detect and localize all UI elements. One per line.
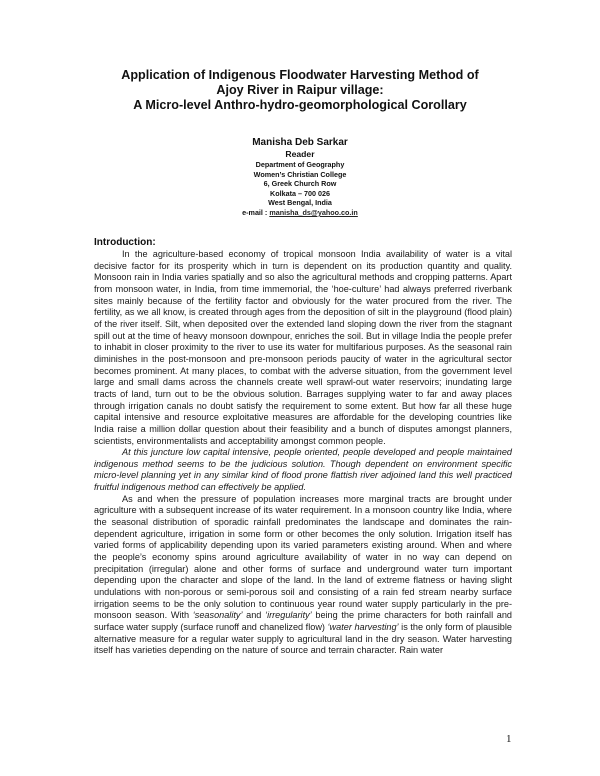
title-line-3: A Micro-level Anthro-hydro-geomorphological Corollary — [133, 98, 467, 112]
paragraph-3-text-a: As and when the pressure of population increases more marginal tracts are brought under agriculture with a subsequent increase of its water requirement. In a monsoon country like India, where the seasonal distribution of sporadic rainfall predominates the landscape and dominates the rain-dependent agriculture, irrigation in some form or other becomes the only solution. Irrigation itself has varied forms of applicability depending upon its varied parameters existing around. When and where the people’s economy spins around agriculture availability of water in no way can depend on precipitation (irregular) alone and other forms of surface and underground water turn important depending upon the character and slope of the land. In the land of extreme flatness or having slight undulations with non-porous or semi-porous soil and consisting of a rain fed stream nearby surface irrigation seems to be the only solution to continuous year round water supply particularly in the pre-monsoon season. With — [94, 493, 512, 621]
author-college: Women’s Christian College — [253, 169, 347, 179]
body-text — [94, 249, 512, 657]
author-street: 6, Greek Church Row — [263, 179, 337, 189]
paper-title — [60, 68, 540, 113]
paragraph-3 — [94, 494, 512, 657]
author-state: West Bengal, India — [268, 198, 332, 208]
author-name: Manisha Deb Sarkar — [252, 137, 348, 148]
author-role: Reader — [285, 149, 315, 159]
paragraph-3-text-d: is the only form of plausible alternative measure for a regular water supply to agricultural land in the dry season. Water harvesting itself has varieties depending on the nature of source and terrain character. Rain water — [94, 622, 512, 656]
term-water-harvesting: ‘water harvesting’ — [327, 622, 399, 632]
section-heading: Introduction: — [94, 237, 156, 248]
term-seasonality: ‘seasonality’ — [192, 610, 243, 621]
paragraph-1: In the agriculture-based economy of tropical monsoon India availability of water is a vital decisive factor for its prosperity which in turn is dependent on its production quantity and quality. Monsoon rain in India varies spatially and so also the agricultural methods and cropping patterns. Apart from monsoon water, in India, from time immemorial, the ‘hoe-culture’ had always preferred riverbank sites mainly because of the fertility factor and obviously for the water procured from the river. The fertility, as we all know, is created through ages from the deposition of silt in the playground (flood plain) of the river itself. Silt, when deposited over the extended land sloping down the river from the stagnant spill out at the time of heavy monsoon downpour, enriches the soil. But in village India the people prefer to inhabit in closer proximity to the river to use its water for multifarious purposes. As the seasonal rain diminishes in the post-monsoon and pre-monsoon periods paucity of water in the agricultural sector becomes prominent. At many places, to combat with the adverse situation, from the government level large and small dams across the channels create well sprawl-out water reservoirs; inundating large tracts of land, turn out to be the obvious solution. Barrages supplying water to far and away places through irrigation canals no doubt satisfy the requirement to some extent. But how far all these huge capital intensive and resource exploitative measures are affordable for the developing countries like India raise a million dollar question about their feasibility and a bunch of disputes amongst planners, scientists, environmentalists and acceptability amongst common people. — [94, 249, 512, 446]
paragraph-3-text-b: and — [242, 610, 266, 621]
email-label: e-mail : — [242, 207, 270, 217]
page-number: 1 — [506, 733, 512, 745]
term-irregularity: ‘irregularity’ — [265, 610, 312, 621]
title-line-1: Application of Indigenous Floodwater Harvesting Method of — [121, 68, 479, 82]
author-city: Kolkata – 700 026 — [270, 188, 330, 198]
paragraph-3-text-c: being the prime characters for both rainfall and surface water supply (surface runoff and chanelized flow) — [94, 610, 512, 632]
author-department: Department of Geography — [255, 160, 345, 169]
email-link[interactable]: manisha_ds@yahoo.co.in — [269, 207, 358, 217]
paragraph-2: At this juncture low capital intensive, people oriented, people developed and people maintained indigenous method seems to be the judicious solution. Though dependent on environment specific micro-level planning yet in any similar kind of flood prone flattish river adjoined land this well practiced fruitful indigenous method can effectively be applied. — [94, 447, 512, 493]
title-line-2: Ajoy River in Raipur village: — [216, 83, 384, 97]
author-email-line — [150, 208, 450, 218]
author-block — [150, 137, 450, 218]
